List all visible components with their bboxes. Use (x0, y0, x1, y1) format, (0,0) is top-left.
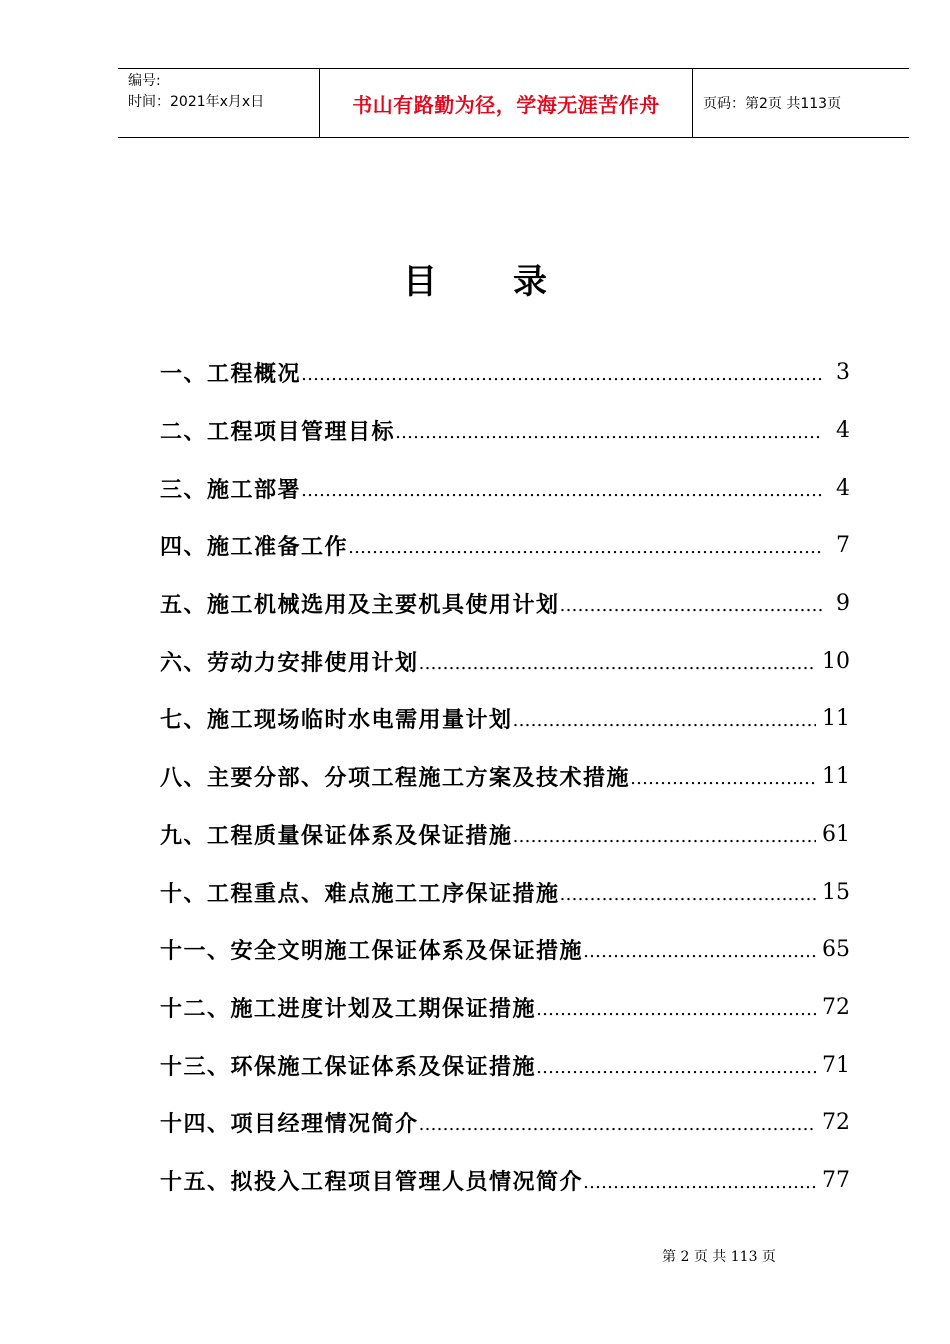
toc-entry-label: 三、施工部署 (160, 476, 302, 503)
toc-leader-dots (301, 364, 822, 385)
toc-leader-dots (419, 653, 816, 674)
footer-page-number: 第 2 页 共 113 页 (662, 1249, 776, 1265)
page-footer (0, 1246, 950, 1266)
toc-entry-label: 九、工程质量保证体系及保证措施 (160, 822, 513, 849)
toc-leader-dots (301, 480, 822, 501)
toc-entry-label: 十三、环保施工保证体系及保证措施 (160, 1053, 537, 1080)
toc-entry-page: 71 (822, 1052, 850, 1078)
toc-entry-page: 61 (822, 821, 850, 847)
toc-leader-dots (583, 941, 816, 962)
toc-entry-page: 65 (822, 937, 850, 963)
toc-entry-label: 十一、安全文明施工保证体系及保证措施 (160, 938, 584, 965)
toc-leader-dots (560, 595, 822, 616)
toc-title-char-1: 目 (403, 262, 437, 302)
toc-leader-dots (630, 768, 816, 789)
header-motto: 书山有路勤为径，学海无涯苦作舟 (320, 69, 693, 137)
toc-entry[interactable] (160, 517, 850, 575)
toc-entry[interactable] (160, 863, 850, 921)
toc-entry-page: 11 (822, 706, 850, 732)
toc-leader-dots (513, 826, 816, 847)
toc-leader-dots (513, 710, 816, 731)
toc-entry[interactable] (160, 344, 850, 402)
toc-entry[interactable] (160, 402, 850, 460)
toc-leader-dots (560, 884, 816, 905)
table-of-contents (160, 344, 850, 1209)
toc-entry-page: 72 (822, 1110, 850, 1136)
toc-title (0, 254, 950, 303)
toc-entry[interactable] (160, 748, 850, 806)
toc-entry-label: 五、施工机械选用及主要机具使用计划 (160, 592, 560, 619)
document-time-label: 时间：2021年x月x日 (128, 94, 265, 110)
toc-entry[interactable] (160, 632, 850, 690)
toc-entry[interactable] (160, 575, 850, 633)
toc-entry[interactable] (160, 979, 850, 1037)
toc-entry-label: 八、主要分部、分项工程施工方案及技术措施 (160, 765, 631, 792)
toc-entry-label: 十四、项目经理情况简介 (160, 1111, 419, 1138)
page-header (118, 68, 909, 138)
toc-entry-label: 六、劳动力安排使用计划 (160, 649, 419, 676)
toc-entry-label: 七、施工现场临时水电需用量计划 (160, 707, 513, 734)
header-page-info: 页码：第2页 共113页 (703, 96, 842, 112)
toc-entry[interactable] (160, 1094, 850, 1152)
toc-entry-page: 4 (836, 475, 850, 501)
toc-entry[interactable] (160, 459, 850, 517)
toc-entry-label: 四、施工准备工作 (160, 534, 349, 561)
toc-entry-label: 二、工程项目管理目标 (160, 419, 396, 446)
toc-entry-label: 一、工程概况 (160, 361, 302, 388)
toc-entry-label: 十、工程重点、难点施工工序保证措施 (160, 880, 560, 907)
document-number-label: 编号: (128, 73, 161, 89)
toc-leader-dots (419, 1114, 816, 1135)
toc-entry-page: 15 (822, 879, 850, 905)
toc-entry[interactable] (160, 1152, 850, 1210)
toc-entry-page: 9 (836, 591, 850, 617)
toc-entry[interactable] (160, 921, 850, 979)
toc-entry-page: 3 (836, 360, 850, 386)
toc-entry[interactable] (160, 1036, 850, 1094)
toc-leader-dots (536, 1057, 816, 1078)
toc-entry-page: 77 (822, 1167, 850, 1193)
toc-title-char-2: 录 (513, 262, 547, 302)
toc-entry-page: 7 (836, 533, 850, 559)
toc-entry-label: 十五、拟投入工程项目管理人员情况简介 (160, 1168, 584, 1195)
toc-entry[interactable] (160, 690, 850, 748)
toc-entry-page: 72 (822, 994, 850, 1020)
toc-entry-page: 10 (822, 648, 850, 674)
toc-entry-label: 十二、施工进度计划及工期保证措施 (160, 995, 537, 1022)
toc-leader-dots (583, 1172, 816, 1193)
toc-leader-dots (536, 999, 816, 1020)
toc-entry-page: 4 (836, 418, 850, 444)
toc-entry-page: 11 (822, 764, 850, 790)
toc-leader-dots (348, 537, 822, 558)
toc-leader-dots (395, 422, 822, 443)
toc-entry[interactable] (160, 806, 850, 864)
header-meta (118, 69, 320, 137)
